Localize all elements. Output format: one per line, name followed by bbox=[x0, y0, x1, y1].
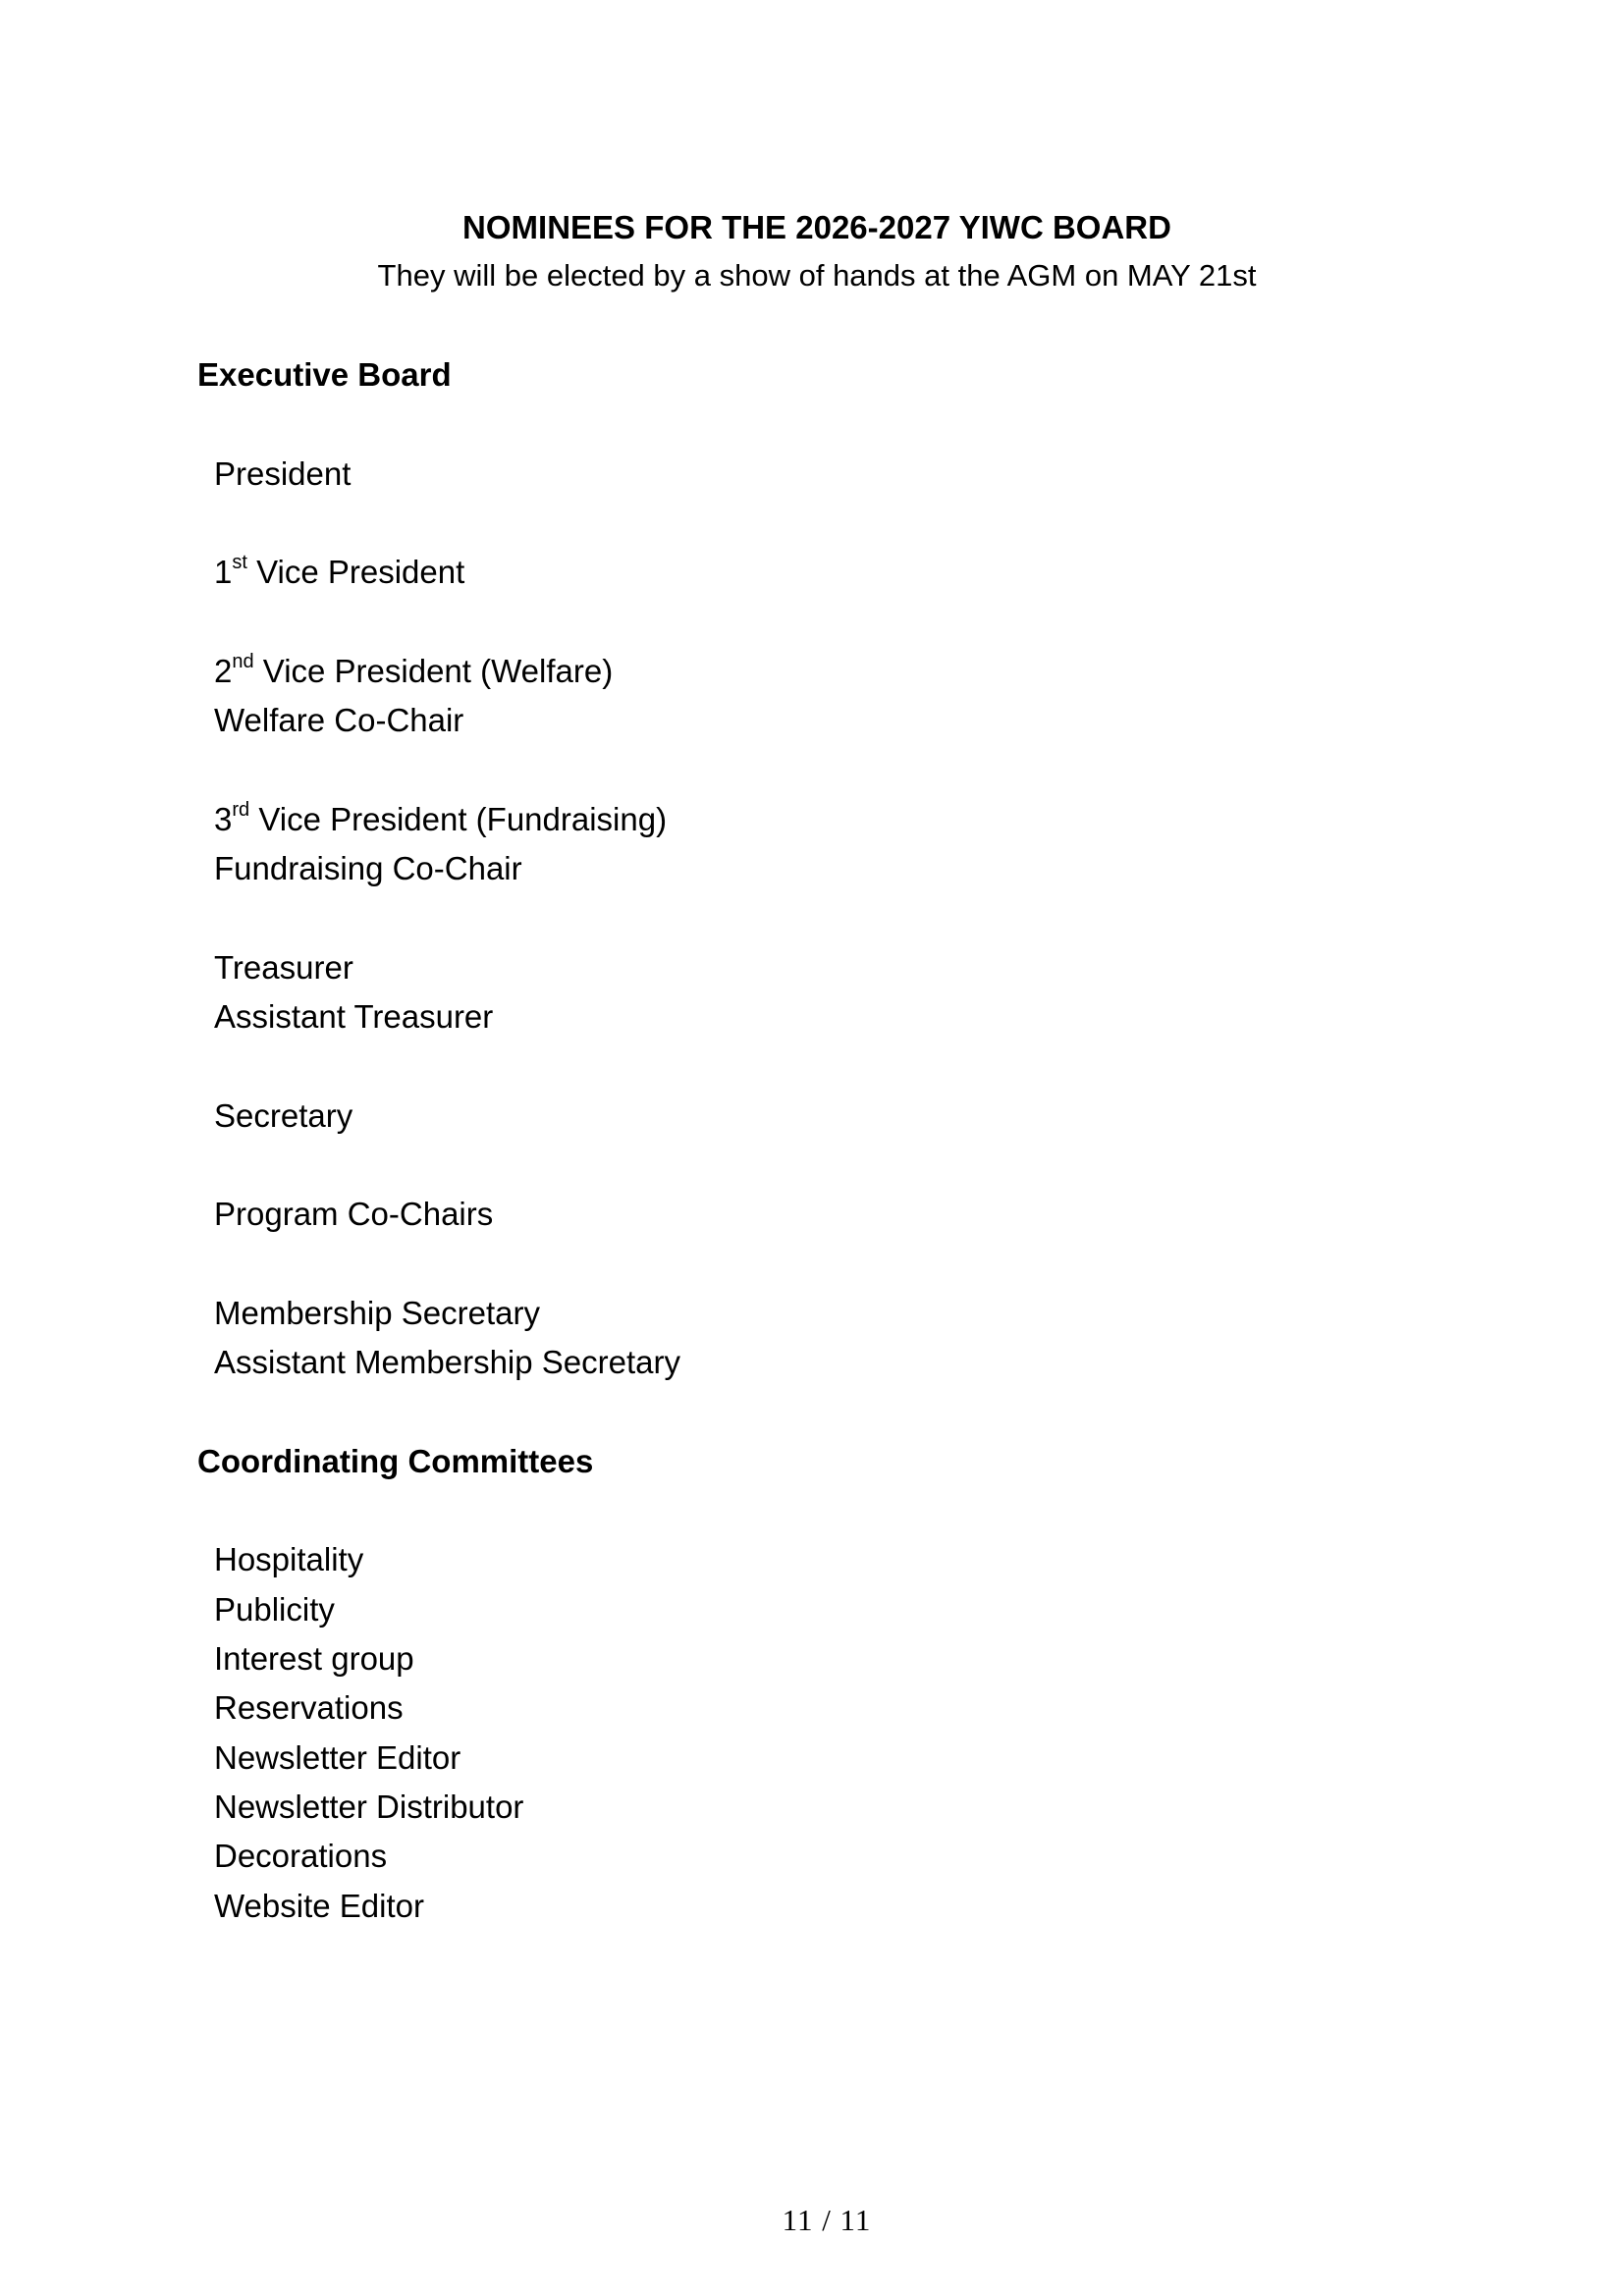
executive-board-heading: Executive Board bbox=[197, 356, 452, 393]
role-third-vice-president bbox=[214, 798, 667, 841]
role-label: Vice President (Welfare) bbox=[253, 653, 614, 689]
role-first-vice-president bbox=[214, 551, 464, 594]
committee-item: Hospitality bbox=[214, 1541, 364, 1577]
page-number: 11 / 11 bbox=[782, 2203, 872, 2237]
role-assistant-treasurer: Assistant Treasurer bbox=[214, 998, 494, 1035]
role-label: Vice President bbox=[246, 554, 465, 590]
role-assistant-membership-secretary: Assistant Membership Secretary bbox=[214, 1344, 681, 1380]
role-membership-secretary: Membership Secretary bbox=[214, 1295, 540, 1331]
ordinal-number: 1 bbox=[214, 554, 233, 590]
committee-item: Interest group bbox=[214, 1640, 414, 1677]
committee-item: Publicity bbox=[214, 1591, 335, 1628]
committee-item: Reservations bbox=[214, 1689, 404, 1726]
role-welfare-co-chair: Welfare Co-Chair bbox=[214, 702, 464, 738]
page-title: NOMINEES FOR THE 2026-2027 YIWC BOARD bbox=[462, 209, 1171, 245]
role-program-co-chairs: Program Co-Chairs bbox=[214, 1196, 494, 1232]
committee-item: Website Editor bbox=[214, 1888, 424, 1924]
committee-item: Newsletter Editor bbox=[214, 1739, 461, 1776]
page-subtitle: They will be elected by a show of hands at the AGM on MAY 21st bbox=[377, 258, 1257, 293]
role-treasurer: Treasurer bbox=[214, 949, 353, 986]
role-label: Vice President (Fundraising) bbox=[249, 801, 668, 837]
ordinal-suffix: nd bbox=[232, 651, 254, 672]
committee-item: Newsletter Distributor bbox=[214, 1789, 524, 1825]
role-second-vice-president bbox=[214, 650, 613, 693]
role-secretary: Secretary bbox=[214, 1097, 353, 1134]
ordinal-suffix: st bbox=[232, 552, 247, 573]
coordinating-committees-heading: Coordinating Committees bbox=[197, 1443, 594, 1479]
ordinal-suffix: rd bbox=[232, 799, 250, 821]
role-president: President bbox=[214, 455, 352, 492]
committee-item: Decorations bbox=[214, 1838, 388, 1874]
ordinal-number: 2 bbox=[214, 653, 233, 689]
role-fundraising-co-chair: Fundraising Co-Chair bbox=[214, 850, 522, 886]
ordinal-number: 3 bbox=[214, 801, 233, 837]
